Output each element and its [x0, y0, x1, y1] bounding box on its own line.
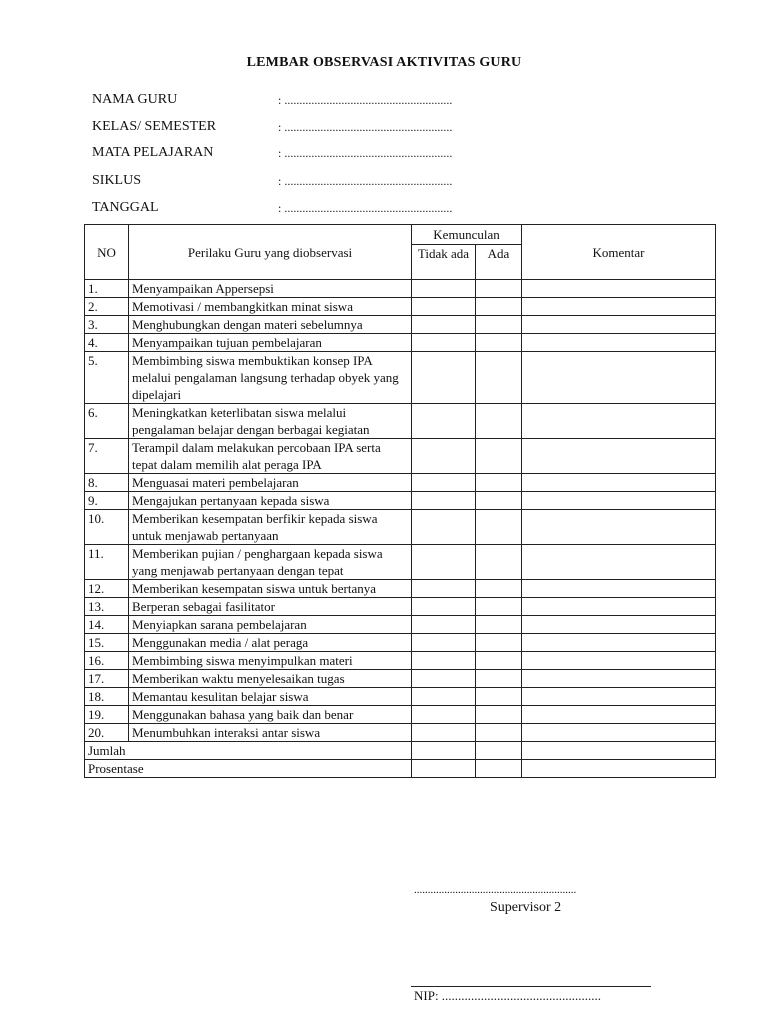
- row-number: 5.: [85, 352, 129, 404]
- field-label: MATA PELAJARAN: [92, 145, 214, 160]
- row-number: 15.: [85, 634, 129, 652]
- cell-tidak-ada[interactable]: [412, 724, 476, 742]
- cell-comment[interactable]: [522, 352, 716, 404]
- cell-ada[interactable]: [476, 492, 522, 510]
- row-number: 20.: [85, 724, 129, 742]
- table-row: [85, 510, 716, 545]
- cell-comment[interactable]: [522, 598, 716, 616]
- row-behavior: Menyampaikan Appersepsi: [129, 280, 412, 298]
- observation-table: [84, 224, 716, 778]
- table-row: [85, 492, 716, 510]
- row-behavior: Membimbing siswa membuktikan konsep IPA melalui pengalaman langsung terhadap obyek yang dipelajari: [129, 352, 412, 404]
- header-comment: Komentar: [522, 225, 716, 280]
- cell-comment[interactable]: [522, 760, 716, 778]
- cell-tidak-ada[interactable]: [412, 598, 476, 616]
- cell-ada[interactable]: [476, 439, 522, 474]
- cell-tidak-ada[interactable]: [412, 334, 476, 352]
- row-behavior: Menghubungkan dengan materi sebelumnya: [129, 316, 412, 334]
- field-label: SIKLUS: [92, 173, 142, 188]
- row-number: 16.: [85, 652, 129, 670]
- row-number: 14.: [85, 616, 129, 634]
- cell-tidak-ada[interactable]: [412, 492, 476, 510]
- header-ada: Ada: [476, 245, 522, 280]
- row-number: 9.: [85, 492, 129, 510]
- cell-comment[interactable]: [522, 652, 716, 670]
- cell-comment[interactable]: [522, 724, 716, 742]
- cell-comment[interactable]: [522, 334, 716, 352]
- cell-tidak-ada[interactable]: [412, 510, 476, 545]
- row-behavior: Menumbuhkan interaksi antar siswa: [129, 724, 412, 742]
- cell-tidak-ada[interactable]: [412, 742, 476, 760]
- table-row: [85, 316, 716, 334]
- header-behavior: Perilaku Guru yang diobservasi: [129, 225, 412, 280]
- cell-ada[interactable]: [476, 652, 522, 670]
- table-row: [85, 670, 716, 688]
- field-label: KELAS/ SEMESTER: [92, 119, 217, 134]
- table-row: [85, 652, 716, 670]
- row-behavior: Menggunakan media / alat peraga: [129, 634, 412, 652]
- cell-ada[interactable]: [476, 688, 522, 706]
- row-behavior: Meningkatkan keterlibatan siswa melalui pengalaman belajar dengan berbagai kegiatan: [129, 404, 412, 439]
- row-behavior: Menggunakan bahasa yang baik dan benar: [129, 706, 412, 724]
- cell-ada[interactable]: [476, 580, 522, 598]
- row-behavior: Memantau kesulitan belajar siswa: [129, 688, 412, 706]
- cell-tidak-ada[interactable]: [412, 439, 476, 474]
- field-value: : ........................................................: [278, 201, 453, 215]
- field-value: : ........................................................: [278, 120, 453, 134]
- cell-tidak-ada[interactable]: [412, 760, 476, 778]
- cell-ada[interactable]: [476, 670, 522, 688]
- row-behavior: Memotivasi / membangkitkan minat siswa: [129, 298, 412, 316]
- cell-comment[interactable]: [522, 616, 716, 634]
- cell-tidak-ada[interactable]: [412, 316, 476, 334]
- row-behavior: Membimbing siswa menyimpulkan materi: [129, 652, 412, 670]
- table-row: [85, 724, 716, 742]
- table-row: [85, 634, 716, 652]
- nip-underline: [411, 986, 651, 987]
- cell-comment[interactable]: [522, 742, 716, 760]
- row-behavior: Berperan sebagai fasilitator: [129, 598, 412, 616]
- table-row: [85, 298, 716, 316]
- cell-tidak-ada[interactable]: [412, 616, 476, 634]
- cell-comment[interactable]: [522, 545, 716, 580]
- cell-comment[interactable]: [522, 474, 716, 492]
- cell-ada[interactable]: [476, 298, 522, 316]
- row-number: 10.: [85, 510, 129, 545]
- row-number: 8.: [85, 474, 129, 492]
- cell-comment[interactable]: [522, 298, 716, 316]
- row-behavior: Memberikan pujian / penghargaan kepada siswa yang menjawab pertanyaan dengan tepat: [129, 545, 412, 580]
- row-number: 11.: [85, 545, 129, 580]
- signature-line: ...........................................................: [414, 884, 577, 896]
- field-label: TANGGAL: [92, 200, 159, 215]
- row-number: 19.: [85, 706, 129, 724]
- field-value: : ........................................................: [278, 93, 453, 107]
- cell-tidak-ada[interactable]: [412, 545, 476, 580]
- cell-ada[interactable]: [476, 404, 522, 439]
- row-number: 18.: [85, 688, 129, 706]
- cell-tidak-ada[interactable]: [412, 474, 476, 492]
- row-number: 12.: [85, 580, 129, 598]
- row-number: 13.: [85, 598, 129, 616]
- row-number: 4.: [85, 334, 129, 352]
- table-row: [85, 545, 716, 580]
- table-row: [85, 474, 716, 492]
- cell-comment[interactable]: [522, 634, 716, 652]
- row-behavior: Menyiapkan sarana pembelajaran: [129, 616, 412, 634]
- cell-ada[interactable]: [476, 545, 522, 580]
- cell-comment[interactable]: [522, 688, 716, 706]
- table-row: [85, 598, 716, 616]
- cell-ada[interactable]: [476, 316, 522, 334]
- row-behavior: Memberikan kesempatan berfikir kepada siswa untuk menjawab pertanyaan: [129, 510, 412, 545]
- footer-jumlah: Jumlah: [85, 742, 412, 760]
- cell-comment[interactable]: [522, 580, 716, 598]
- table-row: [85, 352, 716, 404]
- row-behavior: Memberikan waktu menyelesaikan tugas: [129, 670, 412, 688]
- header-tidak-ada: Tidak ada: [412, 245, 476, 280]
- table-row: [85, 280, 716, 298]
- cell-tidak-ada[interactable]: [412, 580, 476, 598]
- header-appearance: Kemunculan: [412, 225, 522, 245]
- cell-comment[interactable]: [522, 706, 716, 724]
- cell-ada[interactable]: [476, 634, 522, 652]
- table-row: [85, 404, 716, 439]
- cell-ada[interactable]: [476, 334, 522, 352]
- cell-tidak-ada[interactable]: [412, 352, 476, 404]
- row-behavior: Mengajukan pertanyaan kepada siswa: [129, 492, 412, 510]
- cell-tidak-ada[interactable]: [412, 706, 476, 724]
- cell-ada[interactable]: [476, 474, 522, 492]
- cell-comment[interactable]: [522, 316, 716, 334]
- row-behavior: Menguasai materi pembelajaran: [129, 474, 412, 492]
- signature-title: Supervisor 2: [490, 900, 562, 915]
- footer-prosentase: Prosentase: [85, 760, 412, 778]
- header-no: NO: [85, 225, 129, 280]
- cell-ada[interactable]: [476, 760, 522, 778]
- cell-ada[interactable]: [476, 352, 522, 404]
- row-behavior: Menyampaikan tujuan pembelajaran: [129, 334, 412, 352]
- cell-ada[interactable]: [476, 280, 522, 298]
- row-number: 1.: [85, 280, 129, 298]
- cell-comment[interactable]: [522, 492, 716, 510]
- row-number: 17.: [85, 670, 129, 688]
- field-label: NAMA GURU: [92, 92, 178, 107]
- cell-comment[interactable]: [522, 670, 716, 688]
- cell-tidak-ada[interactable]: [412, 652, 476, 670]
- field-value: : ........................................................: [278, 174, 453, 188]
- table-row: [85, 706, 716, 724]
- cell-tidak-ada[interactable]: [412, 670, 476, 688]
- table-row: [85, 580, 716, 598]
- nip-field: NIP: .................................................: [414, 988, 602, 1003]
- row-number: 7.: [85, 439, 129, 474]
- cell-tidak-ada[interactable]: [412, 688, 476, 706]
- cell-comment[interactable]: [522, 510, 716, 545]
- row-behavior: Memberikan kesempatan siswa untuk bertanya: [129, 580, 412, 598]
- cell-tidak-ada[interactable]: [412, 404, 476, 439]
- cell-ada[interactable]: [476, 724, 522, 742]
- cell-comment[interactable]: [522, 439, 716, 474]
- cell-ada[interactable]: [476, 510, 522, 545]
- table-row: [85, 616, 716, 634]
- table-row: [85, 439, 716, 474]
- row-behavior: Terampil dalam melakukan percobaan IPA serta tepat dalam memilih alat peraga IPA: [129, 439, 412, 474]
- cell-ada[interactable]: [476, 598, 522, 616]
- cell-comment[interactable]: [522, 404, 716, 439]
- cell-ada[interactable]: [476, 616, 522, 634]
- row-number: 3.: [85, 316, 129, 334]
- field-value: : ........................................................: [278, 146, 453, 160]
- cell-tidak-ada[interactable]: [412, 298, 476, 316]
- row-number: 2.: [85, 298, 129, 316]
- cell-ada[interactable]: [476, 742, 522, 760]
- cell-comment[interactable]: [522, 280, 716, 298]
- table-row: [85, 688, 716, 706]
- table-row: [85, 334, 716, 352]
- document-title: LEMBAR OBSERVASI AKTIVITAS GURU: [246, 55, 522, 70]
- cell-tidak-ada[interactable]: [412, 634, 476, 652]
- cell-tidak-ada[interactable]: [412, 280, 476, 298]
- row-number: 6.: [85, 404, 129, 439]
- cell-ada[interactable]: [476, 706, 522, 724]
